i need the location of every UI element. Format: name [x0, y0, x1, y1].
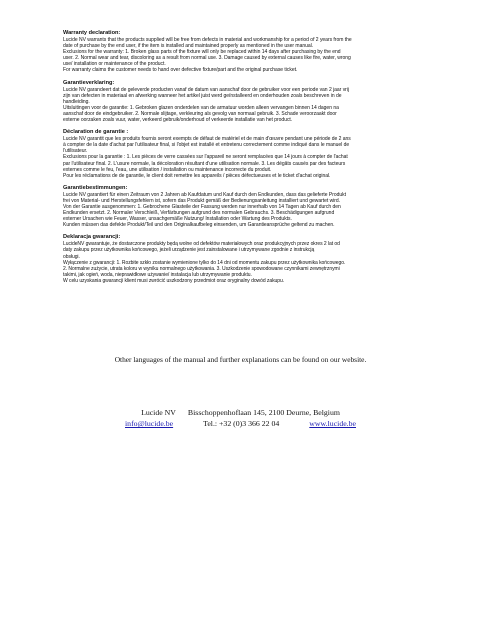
section-line: 2. Normalne zużycie, utrata koloru w wyniku normalnego użytkowania. 3. Uszkodzenie spowodowane czynnikami zewnętrznymi [63, 265, 340, 272]
section-line: Lucide NV warrants that the products supplied will be free from defects in material and workmanship for a period of 2 years from the [63, 37, 352, 43]
section-line: par l'utilisateur final. 2. L'usure normale, la décoloration résultant d'une utilisation normale. 3. Les dégâts causés par des facteurs [63, 160, 346, 167]
website-link[interactable]: www.lucide.be [309, 419, 356, 428]
section-line: W celu uzyskania gwarancji klient musi zwrócić uszkodzony przedmiot oraz oryginalny dowód zakupu. [63, 277, 285, 284]
section-line: Wyłączenie z gwarancji: 1. Rozbite szkło zostanie wymienione tylko do 14 dni od momentu zakupu przez użytkownika końcowego. [63, 259, 346, 266]
company-name: Lucide NV [141, 408, 176, 417]
company-address: Bisschoppenhoflaan 145, 2100 Deurne, Belgium [187, 408, 340, 417]
warranty-section [63, 30, 423, 74]
section-line: externer Ursachen wie Feuer, Wasser, unsachgemäße Nutzung/ Installation oder Wartung des Produkts. [63, 216, 292, 223]
warranty-section [63, 80, 423, 124]
section-line: Uitsluitingen voor de garantie: 1. Gebroken glazen onderdelen van de armatuur worden alleen vervangen binnen 14 dagen na [63, 104, 339, 111]
section-line: takimi, jak ogień, woda, nieprawidłowe używanie/ instalacja lub utrzymywanie produktu. [63, 271, 252, 278]
section-line: aanschaf door de eindgebruiker. 2. Normale slijtage, verkleuring als gevolg van normaal gebruik. 3. Schade veroorzaakt door [63, 110, 337, 117]
contact-links-row [0, 419, 481, 428]
section-heading: Garantiebestimmungen: [63, 184, 128, 191]
section-line: à compter de la date d'achat par l'utilisateur final, si l'objet est installé et entretenu correctement comme indiqué dans le manuel de [63, 142, 350, 149]
contact-address-row [0, 408, 481, 417]
section-line: date of purchase by the end user, if the item is installed and maintained properly as mentioned in the user manual. [63, 43, 314, 50]
section-line: zijn van defecten in materiaal en afwerking wanneer het artikel juist werd geïnstalleerd en onderhouden zoals beschreven in de [63, 92, 342, 99]
section-heading: Déclaration de garantie : [63, 129, 129, 136]
email-link[interactable]: info@lucide.be [125, 419, 174, 428]
section-line: daty zakupu przez użytkownika końcowego, jeżeli urządzenie jest zainstalowane i utrzymywane zgodnie z instrukcją [63, 247, 315, 254]
section-line: externes comme le feu, l'eau, une utilisation / installation ou maintenance incorrecte du produit. [63, 166, 272, 173]
section-line: Pour les réclamations de de garantie, le client doit remettre les appareils / pièces défectueuses et le ticket d'achat original. [63, 172, 331, 179]
warranty-section [63, 185, 423, 229]
section-line: Exclusions for the warranty: 1. Broken glass parts of the fixture will only be replaced within 14 days after purchasing by the end [63, 49, 341, 56]
section-line: user. 2. Normal wear and tear, discoloring as a result from normal use. 3. Damage caused by external causes like fire, water, wrong [63, 55, 351, 62]
section-line: obsługi. [63, 253, 80, 260]
section-heading: Deklaracja gwarancji: [63, 234, 121, 241]
phone-number: Tel.: +32 (0)3 366 22 04 [203, 419, 280, 428]
section-line: Lucide NV garantit que les produits fournis seront exempts de défaut de matériel et de main d'œuvre pendant une période de 2 ans [63, 136, 351, 143]
section-heading: Warranty declaration: [63, 30, 121, 36]
warranty-section [63, 129, 423, 179]
section-line: l'utilisateur. [63, 148, 88, 155]
section-line: use/ installation or maintenance of the product. [63, 61, 166, 68]
section-line: externe oorzaken zoals vuur, water, verkeerd gebruik/onderhoud of verkeerde installatie van het product. [63, 117, 293, 124]
section-line: Kunden müssen das defekte Produkt/Teil und den Originalkaufbeleg einsenden, um Garantieansprüche geltend zu machen. [63, 222, 335, 229]
footer-note: Other languages of the manual and further explanations can be found on our website. [114, 355, 367, 364]
section-line: Exclusions pour la garantie : 1. Les pièces de verre cassées sur l'appareil ne seront remplacées que 14 jours à compter de l'achat [63, 154, 348, 161]
section-line: handleiding. [63, 98, 90, 105]
section-line: For warranty claims the customer needs to hand over defective fixture/part and the original purchase ticket. [63, 67, 298, 74]
section-line: frei von Material- und Herstellungsfehlern ist, sofern das Produkt gemäß der Bedienungsanleitung installiert und gewartet wird. [63, 197, 341, 204]
section-line: LucideNV gwarantuje, że dostarczone produkty będą wolne od defektów materiałowych oraz produkcyjnych przez okres 2 lat od [63, 241, 340, 248]
section-line: Lucide NV garandeert dat de geleverde producten vanaf de datum van aanschaf door de gebruiker voor een periode van 2 jaar vrij [63, 86, 350, 93]
warranty-section [63, 234, 423, 284]
section-line: Von der Garantie ausgenommen: 1. Gebrochene Glasteile der Fassung werden nur innerhalb von 14 Tagen ab Kauf durch den [63, 203, 341, 210]
section-line: Lucide NV garantiert für einen Zeitraum von 2 Jahren ab Kaufdatum und Kauf durch den Endkunden, dass das gelieferte Produkt [63, 191, 346, 198]
section-line: Endkunden ersetzt. 2. Normaler Verschleiß, Verfärbungen aufgrund des normalen Gebrauchs. 3. Beschädigungen aufgrund [63, 210, 335, 217]
section-heading: Garantieverklaring: [63, 79, 115, 86]
contact-block [0, 408, 481, 430]
warranty-sections [63, 30, 423, 290]
